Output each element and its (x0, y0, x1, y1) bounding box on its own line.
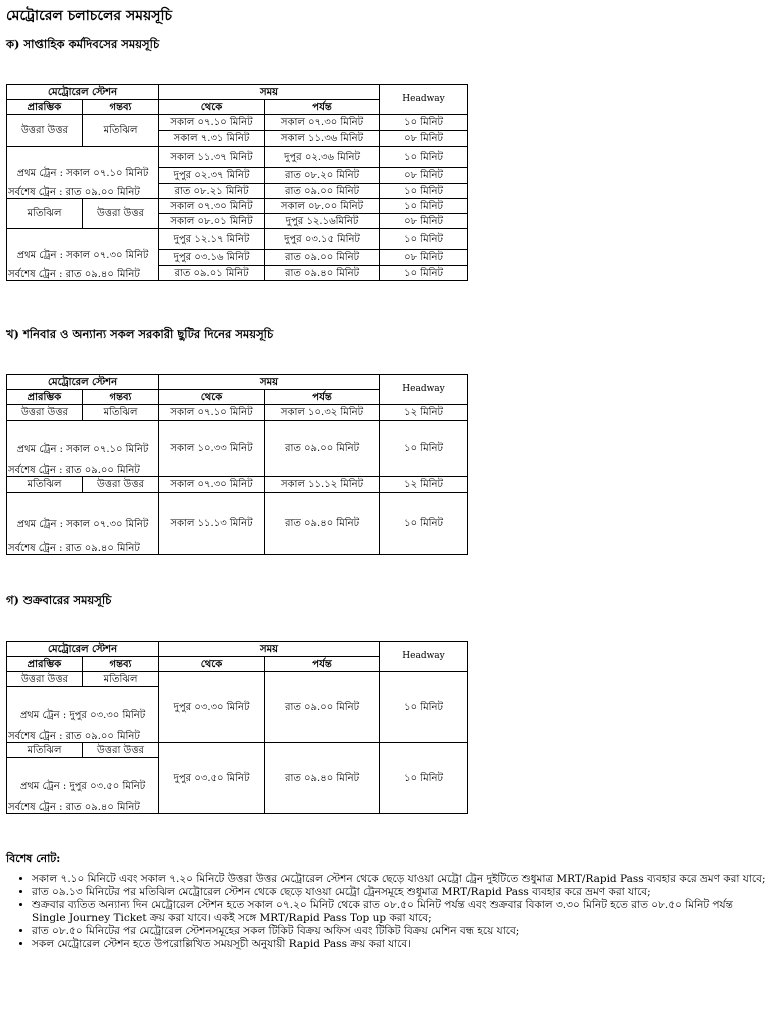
time-from: সকাল ০৭.৩০ মিনিট (159, 477, 265, 493)
time-from: সকাল ০৭.৩০ মিনিট (159, 199, 265, 214)
table-row (7, 493, 468, 555)
time-from: দুপুর ১২.১৭ মিনিট (159, 229, 265, 250)
time-from: সকাল ০৭.১০ মিনিট (159, 115, 265, 131)
time-to: দুপুর ০৩.১৫ মিনিট (265, 229, 380, 250)
header-from: থেকে (159, 390, 265, 405)
headway-value: ১০ মিনিট (380, 147, 468, 168)
header-station: মেট্রোরেল স্টেশন (7, 642, 159, 657)
headway-value: ০৮ মিনিট (380, 131, 468, 147)
header-to: পর্যন্ত (265, 657, 380, 672)
note-item: • সকল মেট্রোরেল স্টেশন হতে উপরোল্লিখিত সময়সূচী অনুযায়ী Rapid Pass ক্রয় করা যাবে। (32, 938, 766, 951)
note-item: • রাত ০৮.৫০ মিনিটের পর মেট্রোরেল স্টেশনসমূহের সকল টিকিট বিক্রয় অফিস এবং টিকিট বিক্রয় মেশিন বন্ধ হয়ে যাবে; (32, 925, 766, 938)
origin-station: মতিঝিল (7, 477, 83, 493)
table-row (7, 147, 468, 168)
headway-value: ১০ মিনিট (380, 672, 468, 743)
origin-station: উত্তরা উত্তর (7, 405, 83, 421)
last-train-label: সর্বশেষ ট্রেন : রাত ০৯.০০ মিনিট (8, 465, 140, 476)
first-train-label: প্রথম ট্রেন : সকাল ০৭.১০ মিনিট (16, 443, 149, 455)
origin-station: মতিঝিল (7, 199, 83, 229)
page-title: মেট্রোরেল চলাচলের সময়সূচি (6, 8, 173, 24)
table-row (7, 743, 468, 758)
time-to: রাত ০৯.৪০ মিনিট (265, 743, 380, 814)
notes-heading: বিশেষ নোট: (6, 852, 61, 865)
header-origin: প্রারম্ভিক (7, 390, 83, 405)
last-train-label: সর্বশেষ ট্রেন : রাত ০৯.০০ মিনিট (8, 731, 140, 742)
header-time: সময় (159, 85, 380, 100)
header-origin: প্রারম্ভিক (7, 657, 83, 672)
time-to: রাত ০৯.৪০ মিনিট (265, 266, 380, 281)
headway-value: ০৮ মিনিট (380, 214, 468, 229)
first-last-train-cell (7, 493, 159, 555)
destination-station: উত্তরা উত্তর (83, 743, 159, 758)
time-from: দুপুর ০২.৩৭ মিনিট (159, 168, 265, 184)
header-time: সময় (159, 375, 380, 390)
headway-value: ১২ মিনিট (380, 477, 468, 493)
timetable-friday (6, 641, 468, 814)
destination-station: উত্তরা উত্তর (83, 199, 159, 229)
last-train-label: সর্বশেষ ট্রেন : রাত ০৯.৪০ মিনিট (8, 543, 140, 554)
headway-value: ০৮ মিনিট (380, 168, 468, 184)
header-headway: Headway (380, 85, 468, 115)
time-to: রাত ০৯.০০ মিনিট (265, 250, 380, 266)
first-train-label: প্রথম ট্রেন : দুপুর ০৩.৩০ মিনিট (19, 709, 146, 721)
time-to: রাত ০৯.০০ মিনিট (265, 184, 380, 199)
time-to: রাত ০৮.২০ মিনিট (265, 168, 380, 184)
first-train-label: প্রথম ট্রেন : সকাল ০৭.৩০ মিনিট (16, 518, 149, 530)
note-item: • সকাল ৭.১০ মিনিটে এবং সকাল ৭.২০ মিনিটে উত্তরা উত্তর মেট্রোরেল স্টেশন থেকে ছেড়ে যাওয়া মেট্রো ট্রেন দুইটিতে শুধুমাত্র MRT/Rapid Pass ব্যবহার করে ভ্রমণ করা যাবে; (32, 873, 766, 886)
time-from: দুপুর ০৩.৫০ মিনিট (159, 743, 265, 814)
header-destination: গন্তব্য (83, 390, 159, 405)
last-train-label: সর্বশেষ ট্রেন : রাত ০৯.০০ মিনিট (8, 187, 140, 198)
time-to: দুপুর ০২.৩৬ মিনিট (265, 147, 380, 168)
header-headway: Headway (380, 642, 468, 672)
note-item: • রাত ০৯.১৩ মিনিটের পর মতিঝিল মেট্রোরেল স্টেশন থেকে ছেড়ে যাওয়া মেট্রো ট্রেনসমূহে শুধুমাত্র MRT/Rapid Pass ব্যবহার করে ভ্রমণ করা যাবে; (32, 886, 766, 899)
time-from: সকাল ৭.৩১ মিনিট (159, 131, 265, 147)
time-from: রাত ০৮.২১ মিনিট (159, 184, 265, 199)
headway-value: ১০ মিনিট (380, 184, 468, 199)
headway-value: ১০ মিনিট (380, 266, 468, 281)
timetable-weekday (6, 84, 468, 281)
table-row (7, 199, 468, 214)
time-to: রাত ০৯.৪০ মিনিট (265, 493, 380, 555)
headway-value: ০৮ মিনিট (380, 250, 468, 266)
headway-value: ১০ মিনিট (380, 199, 468, 214)
headway-value: ১০ মিনিট (380, 493, 468, 555)
last-train-label: সর্বশেষ ট্রেন : রাত ০৯.৪০ মিনিট (8, 269, 140, 280)
header-headway: Headway (380, 375, 468, 405)
first-train-label: প্রথম ট্রেন : সকাল ০৭.৩০ মিনিট (16, 249, 149, 261)
first-last-train-cell (7, 229, 159, 281)
header-destination: গন্তব্য (83, 100, 159, 115)
header-time: সময় (159, 642, 380, 657)
header-from: থেকে (159, 657, 265, 672)
headway-value: ১২ মিনিট (380, 405, 468, 421)
time-to: সকাল ১১.১২ মিনিট (265, 477, 380, 493)
table-row (7, 229, 468, 250)
timetable-holiday (6, 374, 468, 555)
headway-value: ১০ মিনিট (380, 115, 468, 131)
time-to: সকাল ০৮.০০ মিনিট (265, 199, 380, 214)
origin-station: উত্তরা উত্তর (7, 115, 83, 147)
time-from: সকাল ০৭.১০ মিনিট (159, 405, 265, 421)
header-destination: গন্তব্য (83, 657, 159, 672)
time-to: সকাল ১০.৩২ মিনিট (265, 405, 380, 421)
headway-value: ১০ মিনিট (380, 421, 468, 477)
time-to: রাত ০৯.০০ মিনিট (265, 421, 380, 477)
table-row (7, 421, 468, 477)
time-to: সকাল ১১.৩৬ মিনিট (265, 131, 380, 147)
time-from: সকাল ১১.৩৭ মিনিট (159, 147, 265, 168)
time-to: সকাল ০৭.৩০ মিনিট (265, 115, 380, 131)
origin-station: উত্তরা উত্তর (7, 672, 83, 687)
origin-station: মতিঝিল (7, 743, 83, 758)
last-train-label: সর্বশেষ ট্রেন : রাত ০৯.৪০ মিনিট (8, 802, 140, 813)
header-station: মেট্রোরেল স্টেশন (7, 85, 159, 100)
header-origin: প্রারম্ভিক (7, 100, 83, 115)
table-row (7, 405, 468, 421)
destination-station: মতিঝিল (83, 405, 159, 421)
first-train-label: প্রথম ট্রেন : দুপুর ০৩.৫০ মিনিট (19, 780, 146, 792)
special-notes (6, 852, 766, 951)
time-from: দুপুর ০৩.১৬ মিনিট (159, 250, 265, 266)
header-to: পর্যন্ত (265, 100, 380, 115)
first-last-train-cell (7, 758, 159, 814)
time-from: সকাল ১০.৩৩ মিনিট (159, 421, 265, 477)
destination-station: মতিঝিল (83, 672, 159, 687)
headway-value: ১০ মিনিট (380, 229, 468, 250)
time-from: দুপুর ০৩.৩০ মিনিট (159, 672, 265, 743)
first-last-train-cell (7, 147, 159, 199)
section-heading-weekday: ক) সাপ্তাহিক কর্মদিবসের সময়সূচি (6, 37, 160, 51)
first-train-label: প্রথম ট্রেন : সকাল ০৭.১০ মিনিট (16, 167, 149, 179)
first-last-train-cell (7, 421, 159, 477)
header-station: মেট্রোরেল স্টেশন (7, 375, 159, 390)
table-row (7, 672, 468, 687)
notes-list (6, 873, 766, 951)
header-to: পর্যন্ত (265, 390, 380, 405)
time-to: দুপুর ১২.১৬মিনিট (265, 214, 380, 229)
section-heading-holiday: খ) শনিবার ও অন্যান্য সকল সরকারী ছুটির দিনের সময়সূচি (6, 327, 274, 341)
destination-station: উত্তরা উত্তর (83, 477, 159, 493)
time-to: রাত ০৯.০০ মিনিট (265, 672, 380, 743)
destination-station: মতিঝিল (83, 115, 159, 147)
time-from: সকাল ১১.১৩ মিনিট (159, 493, 265, 555)
headway-value: ১০ মিনিট (380, 743, 468, 814)
table-row (7, 477, 468, 493)
first-last-train-cell (7, 687, 159, 743)
time-from: রাত ০৯.০১ মিনিট (159, 266, 265, 281)
table-row (7, 115, 468, 131)
section-heading-friday: গ) শুক্রবারের সময়সূচি (6, 593, 112, 607)
time-from: সকাল ০৮.০১ মিনিট (159, 214, 265, 229)
note-item: • শুক্রবার ব্যতিত অন্যান্য দিন মেট্রোরেল স্টেশন হতে সকাল ০৭.২০ মিনিট থেকে রাত ০৮.৫০ মিনিট পর্যন্ত এবং শুক্রবার বিকাল ৩.৩০ মিনিট হতে রাত ০৮.৫০ মিনিট পর্যন্ত Single Journey Ticket ক্রয় করা যাবে। একই সঙ্গে MRT/Rapid Pass Top up করা যাবে; (32, 899, 766, 925)
header-from: থেকে (159, 100, 265, 115)
